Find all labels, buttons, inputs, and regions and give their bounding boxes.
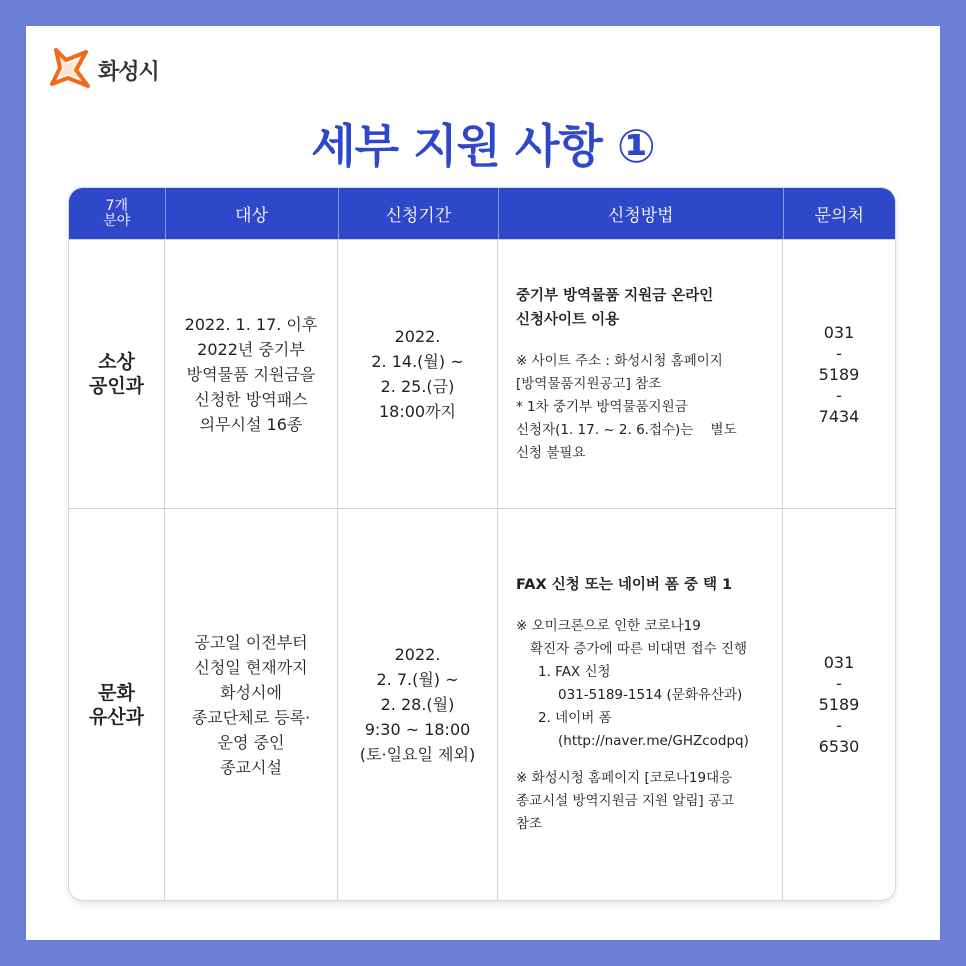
method-heading-line: 신청사이트 이용 <box>516 311 620 328</box>
page-title: 세부 지원 사항 ① <box>311 119 655 173</box>
target-text: 종교단체로 등록· <box>191 707 311 727</box>
target-cell <box>165 240 338 508</box>
table-row <box>69 239 895 508</box>
method-heading <box>516 284 713 332</box>
contact-text: 7434 <box>818 406 860 426</box>
target-text: 종교시설 <box>220 757 282 777</box>
period-text: (토·일요일 제외) <box>359 745 476 764</box>
city-logo <box>46 44 159 96</box>
header-field-line1: 7개 <box>105 197 128 214</box>
period-text: 18:00까지 <box>378 402 457 421</box>
field-text: 소상 <box>98 351 135 373</box>
method-line: * 1차 중기부 방역물품지원금 <box>516 398 688 415</box>
period-text: 2. 25.(금) <box>380 377 455 396</box>
period-text: 2. 28.(월) <box>380 695 455 714</box>
field-text: 유산과 <box>88 705 145 728</box>
naver-form-url: (http://naver.me/GHZcodpq) <box>558 733 749 749</box>
fax-number: 031-5189-1514 (문화유산과) <box>558 687 743 703</box>
method-option: 1. FAX 신청 <box>538 664 611 680</box>
field-cell <box>69 509 165 900</box>
header-target: 대상 <box>166 188 339 239</box>
period-cell <box>338 509 498 900</box>
target-text: 신청일 현재까지 <box>194 657 308 677</box>
city-name: 화성시 <box>98 59 159 85</box>
method-option: 2. 네이버 폼 <box>538 710 612 726</box>
hwaseong-star-logo-icon <box>46 44 94 96</box>
contact-cell <box>783 240 895 508</box>
header-field-line2: 분야 <box>103 212 131 229</box>
contact-cell <box>783 509 895 900</box>
method-note: 확진자 증가에 따른 비대면 접수 진행 <box>530 641 748 657</box>
header-field <box>69 188 166 239</box>
method-heading <box>516 573 732 597</box>
header-contact: 문의처 <box>814 206 864 226</box>
support-table <box>69 188 895 900</box>
target-text: 공고일 이전부터 <box>194 632 308 652</box>
contact-text: 031 <box>823 653 855 672</box>
table-header <box>69 188 895 239</box>
contact-text: - <box>836 674 842 693</box>
contact-text: 6530 <box>818 737 860 756</box>
period-text: 9:30 ~ 18:00 <box>364 720 471 739</box>
method-line: ※ 사이트 주소 : 화성시청 홈페이지 <box>516 352 723 369</box>
method-reference: 참조 <box>516 816 543 832</box>
method-cell <box>498 240 783 508</box>
method-note: ※ 오미크론으로 인한 코로나19 <box>516 618 701 634</box>
contact-text: - <box>836 716 842 735</box>
poster-card <box>26 26 940 940</box>
contact-text: - <box>836 385 842 405</box>
method-line: 신청자(1. 17. ~ 2. 6.접수)는 별도 <box>516 421 737 438</box>
period-cell <box>338 240 498 508</box>
target-text: 2022. 1. 17. 이후 <box>184 314 318 334</box>
method-heading-line: FAX 신청 또는 네이버 폼 중 택 1 <box>516 577 733 593</box>
period-text: 2022. <box>394 645 441 664</box>
period-text: 2. 7.(월) ~ <box>376 670 459 689</box>
method-reference: ※ 화성시청 홈페이지 [코로나19대응 <box>516 770 733 786</box>
header-method: 신청방법 <box>499 188 784 239</box>
contact-text: 031 <box>823 322 855 342</box>
table-row <box>69 508 895 900</box>
contact-text: - <box>836 343 842 363</box>
target-text: 신청한 방역패스 <box>194 389 308 409</box>
contact-text: 5189 <box>818 364 860 384</box>
method-line: 신청 불필요 <box>516 444 586 461</box>
target-text: 방역물품 지원금을 <box>186 364 316 384</box>
method-reference: 종교시설 방역지원금 지원 알림] 공고 <box>516 793 735 809</box>
target-text: 화성시에 <box>220 682 282 702</box>
field-cell <box>69 240 165 508</box>
method-heading-line: 중기부 방역물품 지원금 온라인 <box>516 287 714 304</box>
field-text: 공인과 <box>88 375 145 397</box>
header-period: 신청기간 <box>339 188 499 239</box>
target-text: 운영 중인 <box>217 732 285 752</box>
target-cell <box>165 509 338 900</box>
target-text: 2022년 중기부 <box>197 339 305 359</box>
period-text: 2022. <box>394 327 441 346</box>
field-text: 문화 <box>98 681 135 704</box>
method-line: [방역물품지원공고] 참조 <box>516 375 662 392</box>
method-cell <box>498 509 783 900</box>
contact-text: 5189 <box>818 695 860 714</box>
period-text: 2. 14.(월) ~ <box>371 352 464 371</box>
target-text: 의무시설 16종 <box>199 414 303 434</box>
